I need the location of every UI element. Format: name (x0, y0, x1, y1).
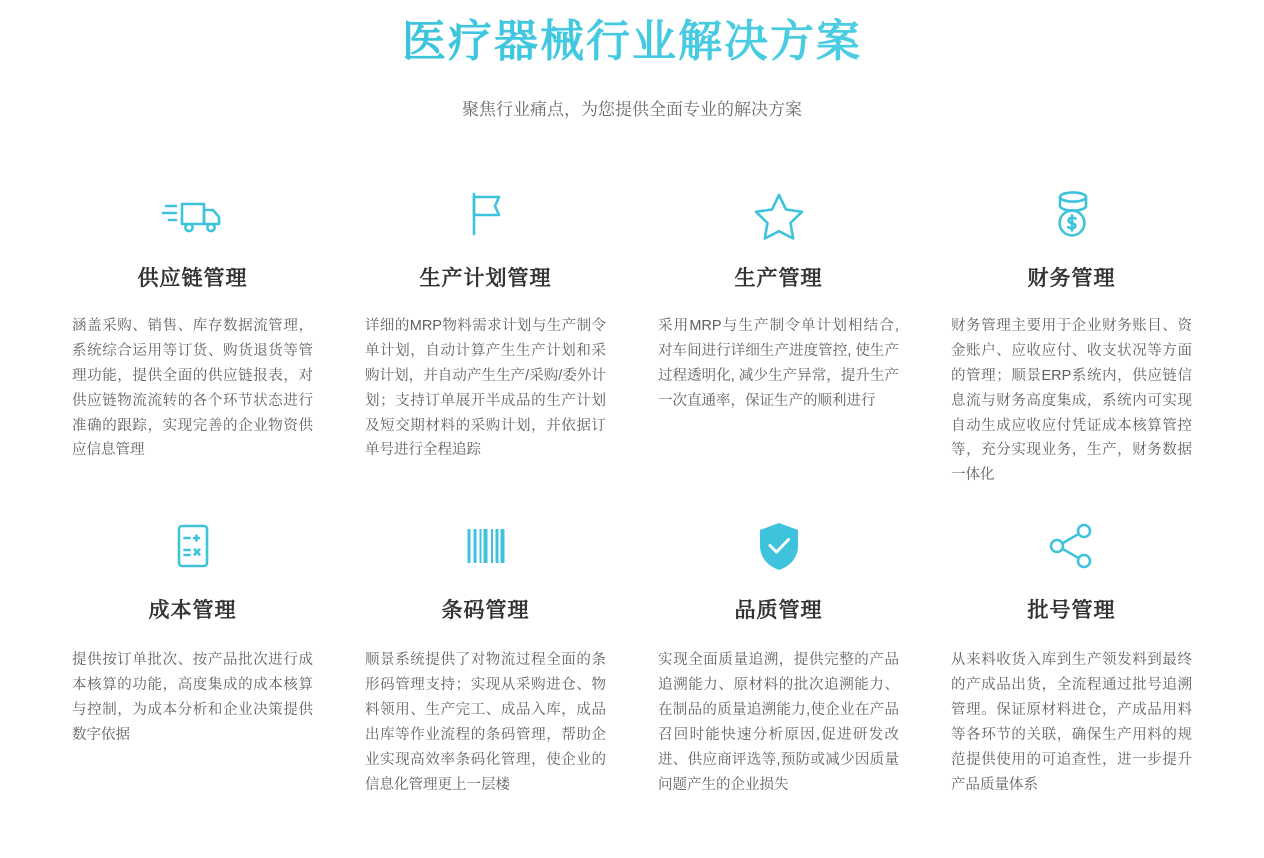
feature-description: 实现全面质量追溯，提供完整的产品追溯能力、原材料的批次追溯能力、在制品的质量追溯能力,使企业在产品召回时能快速分析原因,促进研发改进、供应商评选等,预防或减少因质量问题产生的企业损失 (658, 652, 899, 794)
calculator-icon (72, 514, 313, 578)
flag-icon (365, 182, 606, 246)
shield-icon (658, 514, 899, 578)
feature-title: 条码管理 (441, 599, 530, 623)
feature-title: 成本管理 (148, 599, 237, 623)
coins-dollar-icon (951, 182, 1192, 246)
feature-description: 财务管理主要用于企业财务账目、资金账户、应收应付、收支状况等方面的管理；顺景ERP系统内，供应链信息流与财务高度集成，系统内可实现自动生成应收应付凭证成本核算管控等，充分实现业务，生产，财务数据一体化 (951, 317, 1192, 484)
feature-card (46, 514, 339, 798)
feature-description: 涵盖采购、销售、库存数据流管理，系统综合运用等订货、购货退货等管理功能，提供全面的供应链报表，对供应链物流流转的各个环节状态进行准确的跟踪，实现完善的企业物资供应信息管理 (72, 317, 313, 459)
feature-description: 顺景系统提供了对物流过程全面的条形码管理支持；实现从采购进仓、物料领用、生产完工、成品入库，成品出库等作业流程的条码管理，帮助企业实现高效率条码化管理，使企业的信息化管理更上一层楼 (365, 652, 606, 794)
feature-description: 详细的MRP物料需求计划与生产制令单计划，自动计算产生生产计划和采购计划，并自动产生生产/采购/委外计划；支持订单展开半成品的生产计划及短交期材料的采购计划，并依据订单号进行全程追踪 (365, 317, 606, 459)
feature-card (46, 182, 339, 489)
truck-icon (72, 182, 313, 246)
feature-title: 供应链管理 (137, 266, 248, 290)
feature-card (339, 182, 632, 489)
feature-card (632, 514, 925, 798)
barcode-icon (365, 514, 606, 578)
share-nodes-icon (951, 514, 1192, 578)
feature-card (632, 182, 925, 489)
page-title: 医疗器械行业解决方案 (0, 16, 1264, 69)
feature-title: 生产计划管理 (419, 266, 552, 290)
page-subtitle: 聚焦行业痛点，为您提供全面专业的解决方案 (462, 99, 802, 119)
feature-title: 品质管理 (734, 599, 823, 623)
feature-title: 批号管理 (1027, 599, 1116, 623)
feature-title: 财务管理 (1027, 266, 1116, 290)
feature-card (925, 182, 1218, 489)
feature-title: 生产管理 (734, 266, 823, 290)
page-header (0, 0, 1264, 120)
feature-description: 采用MRP与生产制令单计划相结合, 对车间进行详细生产进度管控, 使生产过程透明化, 减少生产异常，提升生产一次直通率，保证生产的顺利进行 (658, 317, 899, 409)
star-icon (658, 182, 899, 246)
feature-card (339, 514, 632, 798)
feature-card (925, 514, 1218, 798)
feature-description: 从来料收货入库到生产领发料到最终的产成品出货，全流程通过批号追溯管理。保证原材料进仓，产成品用料等各环节的关联，确保生产用料的规范提供使用的可追查性，进一步提升产品质量体系 (951, 652, 1192, 794)
feature-description: 提供按订单批次、按产品批次进行成本核算的功能，高度集成的成本核算与控制，为成本分析和企业决策提供数字依据 (72, 652, 313, 744)
feature-grid (0, 182, 1264, 798)
